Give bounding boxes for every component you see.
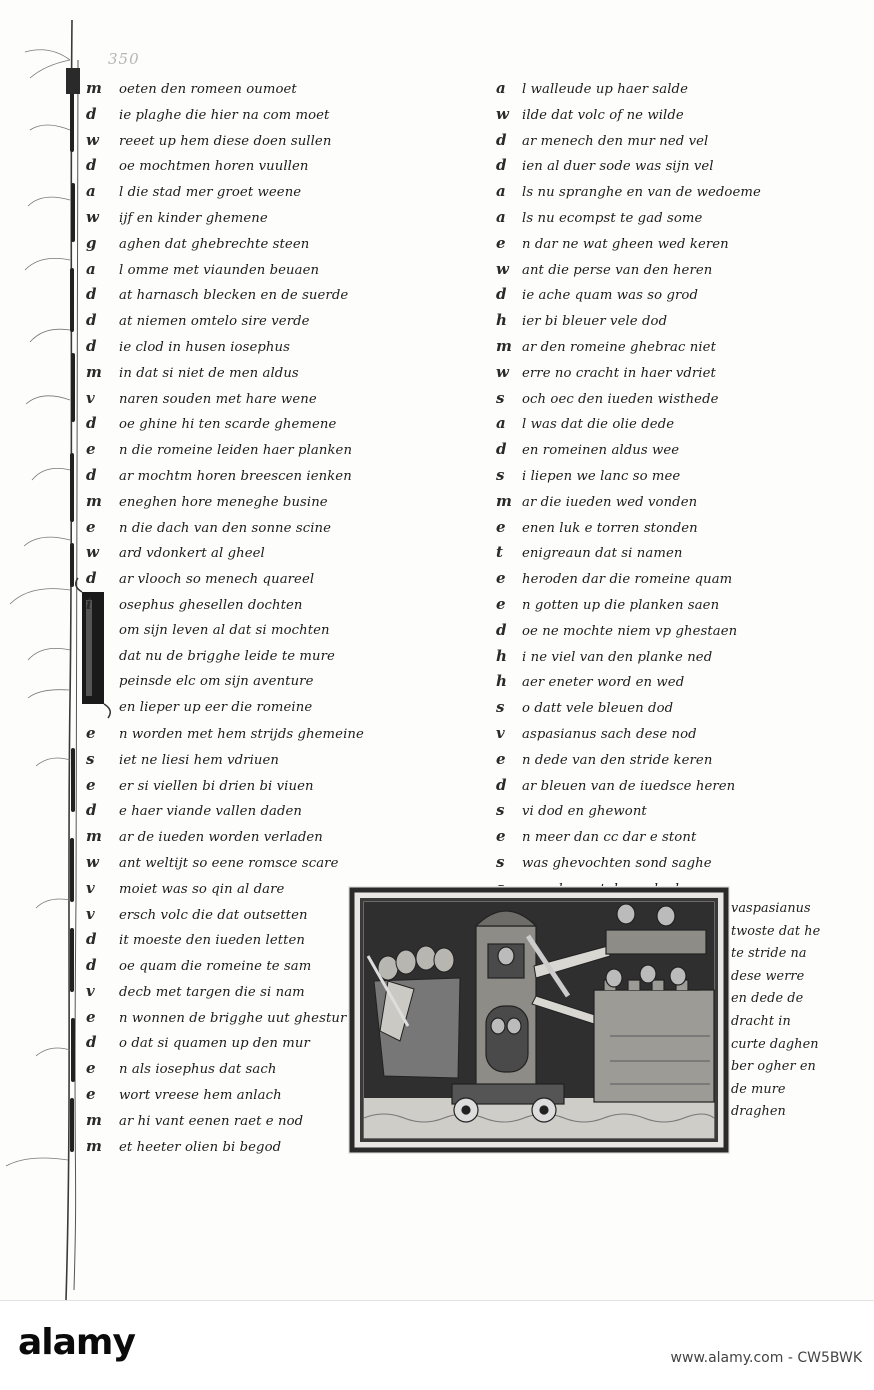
verse-text: it moeste den iueden letten bbox=[119, 933, 306, 949]
verse-initial: t bbox=[496, 543, 503, 562]
verse-text: ar vlooch so menech quareel bbox=[119, 572, 315, 588]
verse-line bbox=[496, 463, 796, 489]
verse-text: at niemen omtelo sire verde bbox=[119, 314, 310, 330]
verse-text: n meer dan cc dar e stont bbox=[522, 830, 697, 846]
verse-initial: d bbox=[86, 1033, 97, 1052]
verse-line bbox=[496, 618, 796, 644]
verse-line bbox=[496, 669, 796, 695]
verse-initial: e bbox=[86, 723, 96, 742]
verse-text: aghen dat ghebrechte steen bbox=[119, 236, 310, 252]
verse-line bbox=[86, 102, 386, 128]
verse-initial: e bbox=[86, 1007, 96, 1026]
verse-text: ier bi bleuer vele dod bbox=[522, 314, 668, 330]
verse-line bbox=[86, 1082, 386, 1108]
verse-initial: d bbox=[86, 104, 97, 123]
verse-initial: a bbox=[496, 414, 506, 433]
verse-text: e haer viande vallen daden bbox=[119, 804, 302, 820]
verse-initial: m bbox=[86, 1110, 102, 1129]
verse-initial: d bbox=[496, 156, 507, 175]
verse-initial: d bbox=[86, 311, 97, 330]
verse-initial: e bbox=[496, 594, 506, 613]
siege-miniature-illustration bbox=[348, 886, 730, 1154]
verse-text: n worden met hem strijds ghemeine bbox=[119, 726, 364, 742]
verse-text: osephus ghesellen dochten bbox=[119, 597, 303, 613]
verse-text: o datt vele bleuen dod bbox=[522, 701, 674, 717]
verse-text: oeten den romeen oumoet bbox=[119, 82, 297, 97]
verse-line bbox=[496, 644, 796, 670]
verse-text: och oec den iueden wisthede bbox=[522, 391, 719, 407]
verse-initial: s bbox=[496, 465, 505, 484]
verse-initial: v bbox=[86, 878, 95, 897]
verse-initial: d bbox=[86, 156, 97, 175]
verse-initial: e bbox=[86, 517, 96, 536]
verse-line bbox=[86, 953, 386, 979]
verse-initial: s bbox=[496, 698, 505, 717]
verse-text: aer eneter word en wed bbox=[522, 675, 685, 691]
verse-line bbox=[86, 128, 386, 154]
verse-line bbox=[496, 153, 796, 179]
verse-initial: e bbox=[496, 827, 506, 846]
verse-initial: v bbox=[86, 904, 95, 923]
verse-line bbox=[86, 850, 386, 876]
verse-initial: d bbox=[496, 620, 507, 639]
verse-initial: d bbox=[86, 336, 97, 355]
verse-line bbox=[496, 773, 796, 799]
verse-line bbox=[731, 1034, 871, 1057]
verse-initial: e bbox=[496, 233, 506, 252]
verse-initial: d bbox=[496, 440, 507, 459]
verse-initial: a bbox=[496, 207, 506, 226]
verse-text: ar den romeine ghebrac niet bbox=[522, 339, 716, 355]
verse-text: n die dach van den sonne scine bbox=[119, 520, 332, 536]
verse-text: enigreaun dat si namen bbox=[522, 546, 683, 562]
verse-line bbox=[86, 669, 386, 695]
verse-line bbox=[86, 76, 386, 102]
verse-text: ilde dat volc of ne wilde bbox=[522, 107, 684, 123]
verse-line bbox=[86, 515, 386, 541]
verse-initial: d bbox=[496, 285, 507, 304]
verse-initial: s bbox=[496, 801, 505, 820]
verse-line bbox=[86, 592, 386, 618]
verse-initial: e bbox=[86, 775, 96, 794]
verse-line bbox=[496, 179, 796, 205]
verse-text: te stride na bbox=[731, 946, 807, 962]
verse-initial: d bbox=[86, 801, 97, 820]
verse-line bbox=[496, 231, 796, 257]
verse-line bbox=[86, 902, 386, 928]
verse-line bbox=[496, 437, 796, 463]
verse-text: ard vdonkert al gheel bbox=[119, 546, 265, 562]
verse-line bbox=[86, 1030, 386, 1056]
alamy-logo[interactable]: alamy bbox=[18, 1322, 135, 1363]
image-reference: www.alamy.com - CW5BWK bbox=[670, 1350, 862, 1366]
verse-text: ar de iueden worden verladen bbox=[119, 830, 323, 846]
verse-line bbox=[731, 966, 871, 989]
verse-line bbox=[496, 411, 796, 437]
verse-initial: e bbox=[496, 517, 506, 536]
verse-text: n wonnen de brigghe uut ghestur bbox=[119, 1010, 347, 1026]
verse-line bbox=[86, 1108, 386, 1134]
verse-initial: m bbox=[86, 1136, 102, 1155]
verse-line bbox=[86, 360, 386, 386]
verse-text: ls nu spranghe en van de wedoeme bbox=[522, 185, 761, 201]
verse-line bbox=[496, 205, 796, 231]
verse-text: n dede van den stride keren bbox=[522, 752, 713, 768]
verse-line bbox=[86, 463, 386, 489]
verse-line bbox=[86, 798, 386, 824]
verse-text: et heeter olien bi begod bbox=[119, 1139, 282, 1155]
verse-text: ar hi vant eenen raet e nod bbox=[119, 1113, 304, 1129]
verse-line bbox=[86, 747, 386, 773]
verse-text: ie clod in husen iosephus bbox=[119, 339, 290, 355]
verse-text: enen luk e torren stonden bbox=[522, 520, 698, 536]
verse-line bbox=[86, 644, 386, 670]
verse-line bbox=[731, 943, 871, 966]
verse-line bbox=[496, 592, 796, 618]
verse-line bbox=[496, 334, 796, 360]
verse-text: aspasianus sach dese nod bbox=[522, 726, 697, 742]
verse-text: en romeinen aldus wee bbox=[522, 443, 680, 459]
verse-line bbox=[86, 153, 386, 179]
verse-initial: e bbox=[496, 569, 506, 588]
verse-text: at harnasch blecken en de suerde bbox=[119, 288, 349, 304]
verse-text: moiet was so qin al dare bbox=[119, 881, 285, 897]
verse-text: vi dod en ghewont bbox=[522, 804, 647, 820]
verse-line bbox=[496, 489, 796, 515]
verse-text: erre no cracht in haer vdriet bbox=[522, 365, 716, 381]
verse-line bbox=[496, 102, 796, 128]
verse-initial: m bbox=[496, 336, 512, 355]
folio-number: 350 bbox=[108, 50, 140, 68]
verse-text: ijf en kinder ghemene bbox=[119, 210, 268, 226]
verse-initial: h bbox=[496, 646, 507, 665]
verse-initial: a bbox=[496, 79, 506, 97]
verse-line bbox=[86, 1056, 386, 1082]
verse-line bbox=[496, 850, 796, 876]
verse-text: n als iosephus dat sach bbox=[119, 1062, 277, 1078]
stock-footer bbox=[0, 1300, 874, 1390]
verse-line bbox=[496, 695, 796, 721]
verse-text: was ghevochten sond saghe bbox=[522, 855, 712, 871]
verse-line bbox=[86, 876, 386, 902]
verse-text: iet ne liesi hem vdriuen bbox=[119, 752, 280, 768]
verse-initial: s bbox=[86, 749, 95, 768]
verse-text: dat nu de brigghe leide te mure bbox=[119, 648, 335, 664]
verse-text: i ne viel van den planke ned bbox=[522, 649, 713, 665]
verse-initial: e bbox=[86, 440, 96, 459]
verse-line bbox=[496, 386, 796, 412]
verse-line bbox=[496, 747, 796, 773]
verse-line bbox=[86, 334, 386, 360]
verse-initial: v bbox=[496, 723, 505, 742]
verse-text: dracht in bbox=[731, 1013, 791, 1029]
verse-text: ie plaghe die hier na com moet bbox=[119, 107, 330, 123]
verse-line bbox=[86, 386, 386, 412]
verse-initial: w bbox=[496, 362, 509, 381]
verse-initial: e bbox=[86, 1085, 96, 1104]
verse-line bbox=[86, 257, 386, 283]
verse-text: in dat si niet de men aldus bbox=[119, 365, 299, 381]
verse-initial: a bbox=[86, 182, 96, 201]
verse-line bbox=[496, 282, 796, 308]
verse-line bbox=[86, 231, 386, 257]
verse-text: oe ghine hi ten scarde ghemene bbox=[119, 417, 337, 433]
verse-initial: d bbox=[86, 956, 97, 975]
verse-line bbox=[731, 988, 871, 1011]
verse-line bbox=[86, 489, 386, 515]
verse-line bbox=[86, 205, 386, 231]
verse-text: l omme met viaunden beuaen bbox=[119, 262, 320, 278]
verse-line bbox=[86, 979, 386, 1005]
verse-text: en dede de bbox=[731, 991, 804, 1007]
verse-text: twoste dat he bbox=[731, 923, 821, 939]
verse-initial: d bbox=[496, 775, 507, 794]
verse-text: er si viellen bi drien bi viuen bbox=[119, 778, 314, 794]
verse-line bbox=[731, 898, 871, 921]
verse-line bbox=[86, 540, 386, 566]
verse-line bbox=[731, 921, 871, 944]
verse-text: decb met targen die si nam bbox=[119, 984, 305, 1000]
verse-initial: s bbox=[496, 388, 505, 407]
verse-initial: g bbox=[86, 233, 97, 252]
verse-text: ar menech den mur ned vel bbox=[522, 133, 709, 149]
verse-initial: m bbox=[496, 491, 512, 510]
verse-initial: h bbox=[496, 311, 507, 330]
verse-text: reeet up hem diese doen sullen bbox=[119, 133, 332, 149]
verse-line bbox=[496, 308, 796, 334]
verse-line bbox=[86, 437, 386, 463]
verse-line bbox=[496, 257, 796, 283]
verse-text: curte daghen bbox=[731, 1036, 819, 1052]
verse-text: heroden dar die romeine quam bbox=[522, 572, 733, 588]
verse-text: de mure bbox=[731, 1081, 786, 1097]
verse-line bbox=[86, 566, 386, 592]
verse-text: draghen bbox=[731, 1104, 786, 1120]
verse-initial: v bbox=[86, 981, 95, 1000]
verse-line bbox=[86, 773, 386, 799]
text-column-left bbox=[86, 76, 386, 1159]
verse-line bbox=[731, 1056, 871, 1079]
verse-initial: w bbox=[496, 259, 509, 278]
verse-initial: h bbox=[496, 672, 507, 691]
verse-text: wort vreese hem anlach bbox=[119, 1088, 282, 1104]
verse-line bbox=[731, 1079, 871, 1102]
verse-initial: m bbox=[86, 827, 102, 846]
verse-initial: e bbox=[86, 1059, 96, 1078]
verse-initial: m bbox=[86, 79, 102, 97]
verse-text: oe quam die romeine te sam bbox=[119, 959, 312, 975]
text-column-beside-miniature bbox=[731, 898, 871, 1124]
verse-text: l walleude up haer salde bbox=[522, 82, 689, 97]
verse-line bbox=[731, 1101, 871, 1124]
verse-text: l was dat die olie dede bbox=[522, 417, 675, 433]
verse-line bbox=[86, 721, 386, 747]
verse-initial: d bbox=[86, 569, 97, 588]
footer-separator bbox=[0, 1300, 874, 1301]
verse-line bbox=[86, 1005, 386, 1031]
verse-line bbox=[86, 927, 386, 953]
verse-initial: d bbox=[86, 930, 97, 949]
verse-line bbox=[86, 695, 386, 721]
verse-initial: w bbox=[86, 207, 99, 226]
verse-line bbox=[86, 411, 386, 437]
verse-initial: v bbox=[86, 388, 95, 407]
verse-text: i liepen we lanc so mee bbox=[522, 468, 681, 484]
verse-line bbox=[496, 128, 796, 154]
verse-text: oe mochtmen horen vuullen bbox=[119, 159, 309, 175]
verse-text: peinsde elc om sijn aventure bbox=[119, 674, 314, 690]
verse-text: ien al duer sode was sijn vel bbox=[522, 159, 714, 175]
verse-text: en lieper up eer die romeine bbox=[119, 700, 313, 716]
verse-line bbox=[86, 824, 386, 850]
verse-text: ar mochtm horen breescen ienken bbox=[119, 468, 352, 484]
verse-line bbox=[496, 515, 796, 541]
verse-text: ar bleuen van de iuedsce heren bbox=[522, 778, 736, 794]
verse-line bbox=[731, 1011, 871, 1034]
verse-text: ls nu ecompst te gad some bbox=[522, 210, 703, 226]
verse-text: ie ache quam was so grod bbox=[522, 288, 698, 304]
verse-initial: w bbox=[86, 543, 99, 562]
verse-text: l die stad mer groet weene bbox=[119, 185, 302, 201]
verse-text: n die romeine leiden haer planken bbox=[119, 443, 353, 459]
verse-text: dese werre bbox=[731, 968, 805, 984]
verse-text: oe ne mochte niem vp ghestaen bbox=[522, 623, 738, 639]
verse-text: o dat si quamen up den mur bbox=[119, 1036, 310, 1052]
verse-initial: d bbox=[86, 414, 97, 433]
verse-initial: i bbox=[86, 594, 92, 613]
verse-initial: d bbox=[86, 285, 97, 304]
verse-initial: e bbox=[496, 749, 506, 768]
verse-text: n gotten up die planken saen bbox=[522, 597, 720, 613]
verse-text: vaspasianus bbox=[731, 901, 811, 916]
verse-text: n dar ne wat gheen wed keren bbox=[522, 236, 729, 252]
verse-text: ant weltijt so eene romsce scare bbox=[119, 855, 339, 871]
verse-text: ant die perse van den heren bbox=[522, 262, 713, 278]
verse-line bbox=[496, 540, 796, 566]
verse-line bbox=[86, 1134, 386, 1160]
verse-initial: m bbox=[86, 491, 102, 510]
verse-initial: w bbox=[496, 104, 509, 123]
verse-text: om sijn leven al dat si mochten bbox=[119, 622, 330, 638]
verse-initial: d bbox=[496, 130, 507, 149]
verse-initial: a bbox=[496, 182, 506, 201]
verse-initial: a bbox=[86, 259, 96, 278]
verse-initial: d bbox=[86, 465, 97, 484]
verse-text: ar die iueden wed vonden bbox=[522, 494, 698, 510]
verse-line bbox=[496, 360, 796, 386]
verse-line bbox=[496, 798, 796, 824]
verse-text: eneghen hore meneghe busine bbox=[119, 494, 328, 510]
verse-line bbox=[86, 282, 386, 308]
text-column-right bbox=[496, 76, 796, 902]
verse-initial: s bbox=[496, 852, 505, 871]
verse-initial: w bbox=[86, 130, 99, 149]
verse-initial: m bbox=[86, 362, 102, 381]
verse-text: ber ogher en bbox=[731, 1059, 816, 1075]
verse-line bbox=[496, 824, 796, 850]
verse-line bbox=[86, 618, 386, 644]
verse-text: naren souden met hare wene bbox=[119, 391, 317, 407]
verse-initial: w bbox=[86, 852, 99, 871]
verse-line bbox=[86, 179, 386, 205]
verse-line bbox=[86, 308, 386, 334]
verse-line bbox=[496, 721, 796, 747]
verse-text: ersch volc die dat outsetten bbox=[119, 907, 308, 923]
verse-line bbox=[496, 76, 796, 102]
verse-line bbox=[496, 566, 796, 592]
